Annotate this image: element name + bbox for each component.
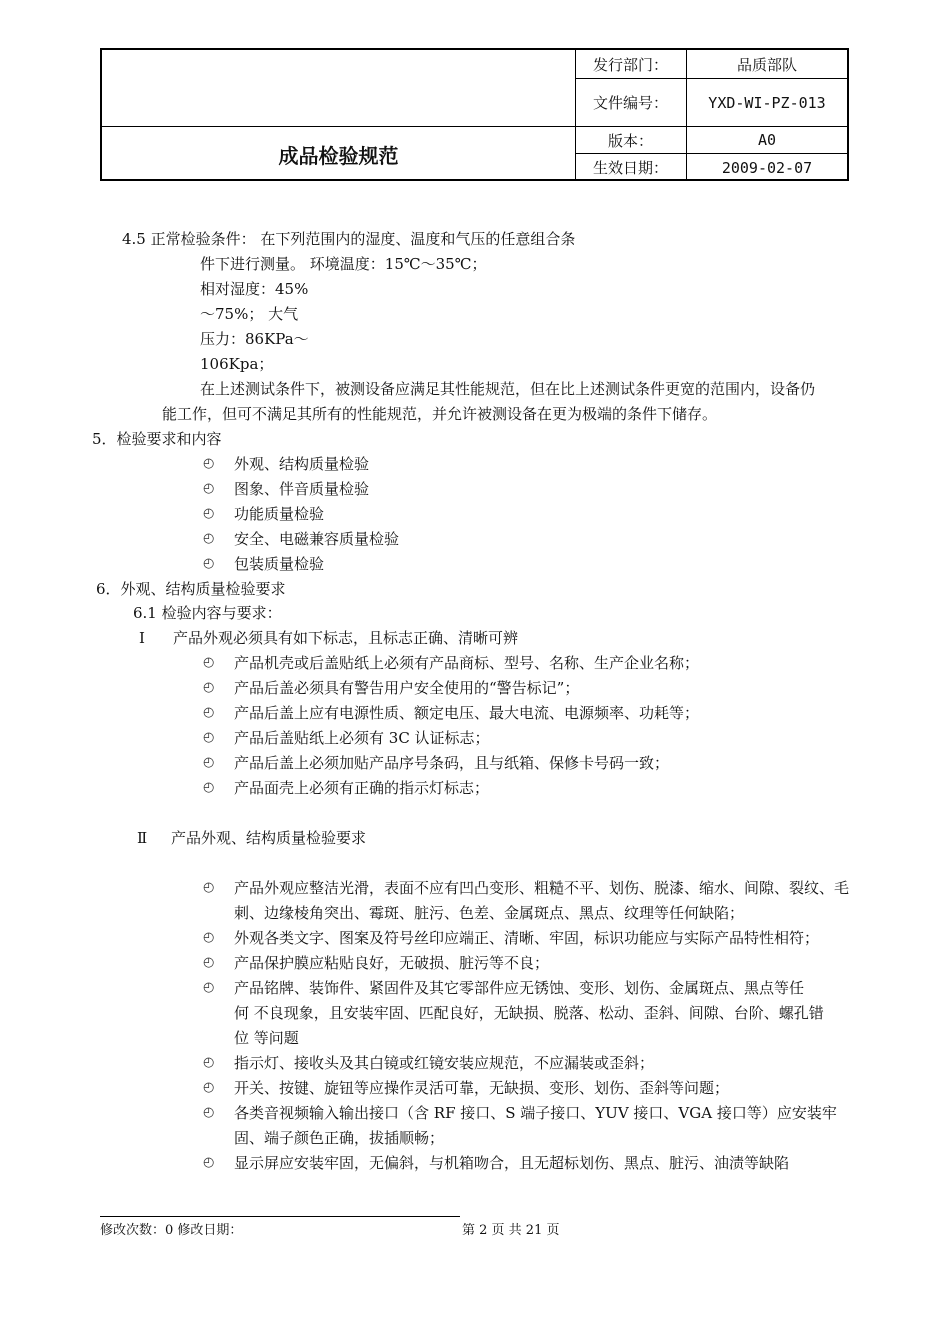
section-5-heading: 5．检验要求和内容 bbox=[92, 430, 222, 448]
version-label: 版本： bbox=[607, 131, 653, 150]
issuing-dept-label: 发行部门： bbox=[592, 55, 668, 74]
clock-bullet-icon: ◴ bbox=[203, 531, 215, 546]
list-item-continuation: 刺、边缘棱角突出、霉斑、脏污、色差、金属斑点、黑点、纹理等任何缺陷； bbox=[234, 904, 745, 922]
clock-bullet-icon: ◴ bbox=[203, 456, 215, 471]
list-item: 产品后盖上必须加贴产品序号条码，且与纸箱、保修卡号码一致； bbox=[234, 754, 670, 772]
section-4-5-line: 件下进行测量。 环境温度：15℃～35℃； bbox=[200, 255, 487, 273]
list-item: 包装质量检验 bbox=[234, 555, 325, 573]
clock-bullet-icon: ◴ bbox=[203, 755, 215, 770]
list-item-continuation: 固、端子颜色正确，拔插顺畅； bbox=[234, 1129, 445, 1147]
issuing-dept-value: 品质部队 bbox=[736, 55, 797, 74]
list-item: 产品后盖上应有电源性质、额定电压、最大电流、电源频率、功耗等； bbox=[234, 704, 700, 722]
list-item: 产品后盖贴纸上必须有 3C 认证标志； bbox=[234, 729, 490, 747]
clock-bullet-icon: ◴ bbox=[203, 655, 215, 670]
section-4-5-line: 106Kpa； bbox=[200, 355, 274, 373]
list-item: 外观各类文字、图案及符号丝印应端正、清晰、牢固，标识功能应与实际产品特性相符； bbox=[234, 929, 820, 947]
effective-date-label: 生效日期： bbox=[592, 159, 668, 177]
clock-bullet-icon: ◴ bbox=[203, 680, 215, 695]
list-item: 指示灯、接收头及其白镜或红镜安装应规范，不应漏装或歪斜； bbox=[234, 1054, 655, 1072]
clock-bullet-icon: ◴ bbox=[203, 1105, 215, 1120]
list-item-continuation: 位 等问题 bbox=[234, 1029, 299, 1047]
clock-bullet-icon: ◴ bbox=[203, 1055, 215, 1070]
footer-page-number: 第 2 页 共 21 页 bbox=[462, 1223, 560, 1238]
clock-bullet-icon: ◴ bbox=[203, 556, 215, 571]
list-item: 产品面壳上必须有正确的指示灯标志； bbox=[234, 779, 490, 797]
clock-bullet-icon: ◴ bbox=[203, 1155, 215, 1170]
list-item: 产品后盖必须具有警告用户安全使用的“警告标记”； bbox=[234, 679, 580, 697]
clock-bullet-icon: ◴ bbox=[203, 481, 215, 496]
clock-bullet-icon: ◴ bbox=[203, 1080, 215, 1095]
list-item: 各类音视频输入输出接口（含 RF 接口、S 端子接口、YUV 接口、VGA 接口等）应安装牢 bbox=[234, 1104, 837, 1122]
section-4-5-paragraph: 在上述测试条件下，被测设备应满足其性能规范，但在比上述测试条件更宽的范围内，设备仍 bbox=[200, 380, 816, 398]
document-header-table bbox=[100, 48, 849, 181]
list-item: 产品铭牌、装饰件、紧固件及其它零部件应无锈蚀、变形、划伤、金属斑点、黑点等任 bbox=[234, 979, 805, 997]
clock-bullet-icon: ◴ bbox=[203, 955, 215, 970]
list-item: 安全、电磁兼容质量检验 bbox=[234, 530, 400, 548]
footer-divider bbox=[100, 1216, 460, 1217]
roman-numeral: Ⅰ bbox=[139, 629, 145, 647]
list-item: 图象、伴音质量检验 bbox=[234, 480, 370, 498]
section-4-5-line: ～75%； 大气 bbox=[200, 305, 299, 323]
subsection-heading: 产品外观、结构质量检验要求 bbox=[171, 829, 367, 847]
clock-bullet-icon: ◴ bbox=[203, 930, 215, 945]
doc-number-label: 文件编号： bbox=[592, 94, 668, 112]
doc-number-value: YXD-WI-PZ-013 bbox=[708, 93, 826, 112]
version-value: A0 bbox=[757, 131, 777, 149]
list-item: 外观、结构质量检验 bbox=[234, 455, 370, 473]
list-item: 显示屏应安装牢固，无偏斜，与机箱吻合，且无超标划伤、黑点、脏污、油渍等缺陷 bbox=[234, 1154, 790, 1172]
clock-bullet-icon: ◴ bbox=[203, 506, 215, 521]
clock-bullet-icon: ◴ bbox=[203, 730, 215, 745]
section-6-heading: 6．外观、结构质量检验要求 bbox=[96, 580, 286, 598]
list-item: 产品机壳或后盖贴纸上必须有产品商标、型号、名称、生产企业名称； bbox=[234, 654, 700, 672]
list-item-continuation: 何 不良现象，且安装牢固、匹配良好，无缺损、脱落、松动、歪斜、间隙、台阶、螺孔错 bbox=[234, 1004, 824, 1022]
list-item: 功能质量检验 bbox=[234, 505, 325, 523]
footer-revision-info: 修改次数：0 修改日期： bbox=[100, 1223, 243, 1238]
section-4-5-paragraph: 能工作，但可不满足其所有的性能规范，并允许被测设备在更为极端的条件下储存。 bbox=[162, 405, 718, 423]
list-item: 产品保护膜应粘贴良好，无破损、脏污等不良； bbox=[234, 954, 550, 972]
roman-numeral: Ⅱ bbox=[137, 829, 148, 847]
clock-bullet-icon: ◴ bbox=[203, 880, 215, 895]
list-item: 开关、按键、旋钮等应操作灵活可靠，无缺损、变形、划伤、歪斜等问题； bbox=[234, 1079, 730, 1097]
section-6-1-heading: 6.1 检验内容与要求： bbox=[133, 604, 282, 622]
clock-bullet-icon: ◴ bbox=[203, 980, 215, 995]
section-4-5-line: 相对湿度：45% bbox=[200, 280, 309, 298]
document-title: 成品检验规范 bbox=[278, 143, 399, 168]
clock-bullet-icon: ◴ bbox=[203, 705, 215, 720]
effective-date-value: 2009-02-07 bbox=[721, 158, 813, 177]
clock-bullet-icon: ◴ bbox=[203, 780, 215, 795]
section-4-5-line: 压力：86KPa～ bbox=[200, 330, 309, 348]
section-4-5-line: 4.5 正常检验条件： 在下列范围内的湿度、温度和气压的任意组合条 bbox=[122, 230, 576, 248]
subsection-heading: 产品外观必须具有如下标志，且标志正确、清晰可辨 bbox=[173, 629, 519, 647]
list-item: 产品外观应整洁光滑，表面不应有凹凸变形、粗糙不平、划伤、脱漆、缩水、间隙、裂纹、毛 bbox=[234, 879, 850, 897]
